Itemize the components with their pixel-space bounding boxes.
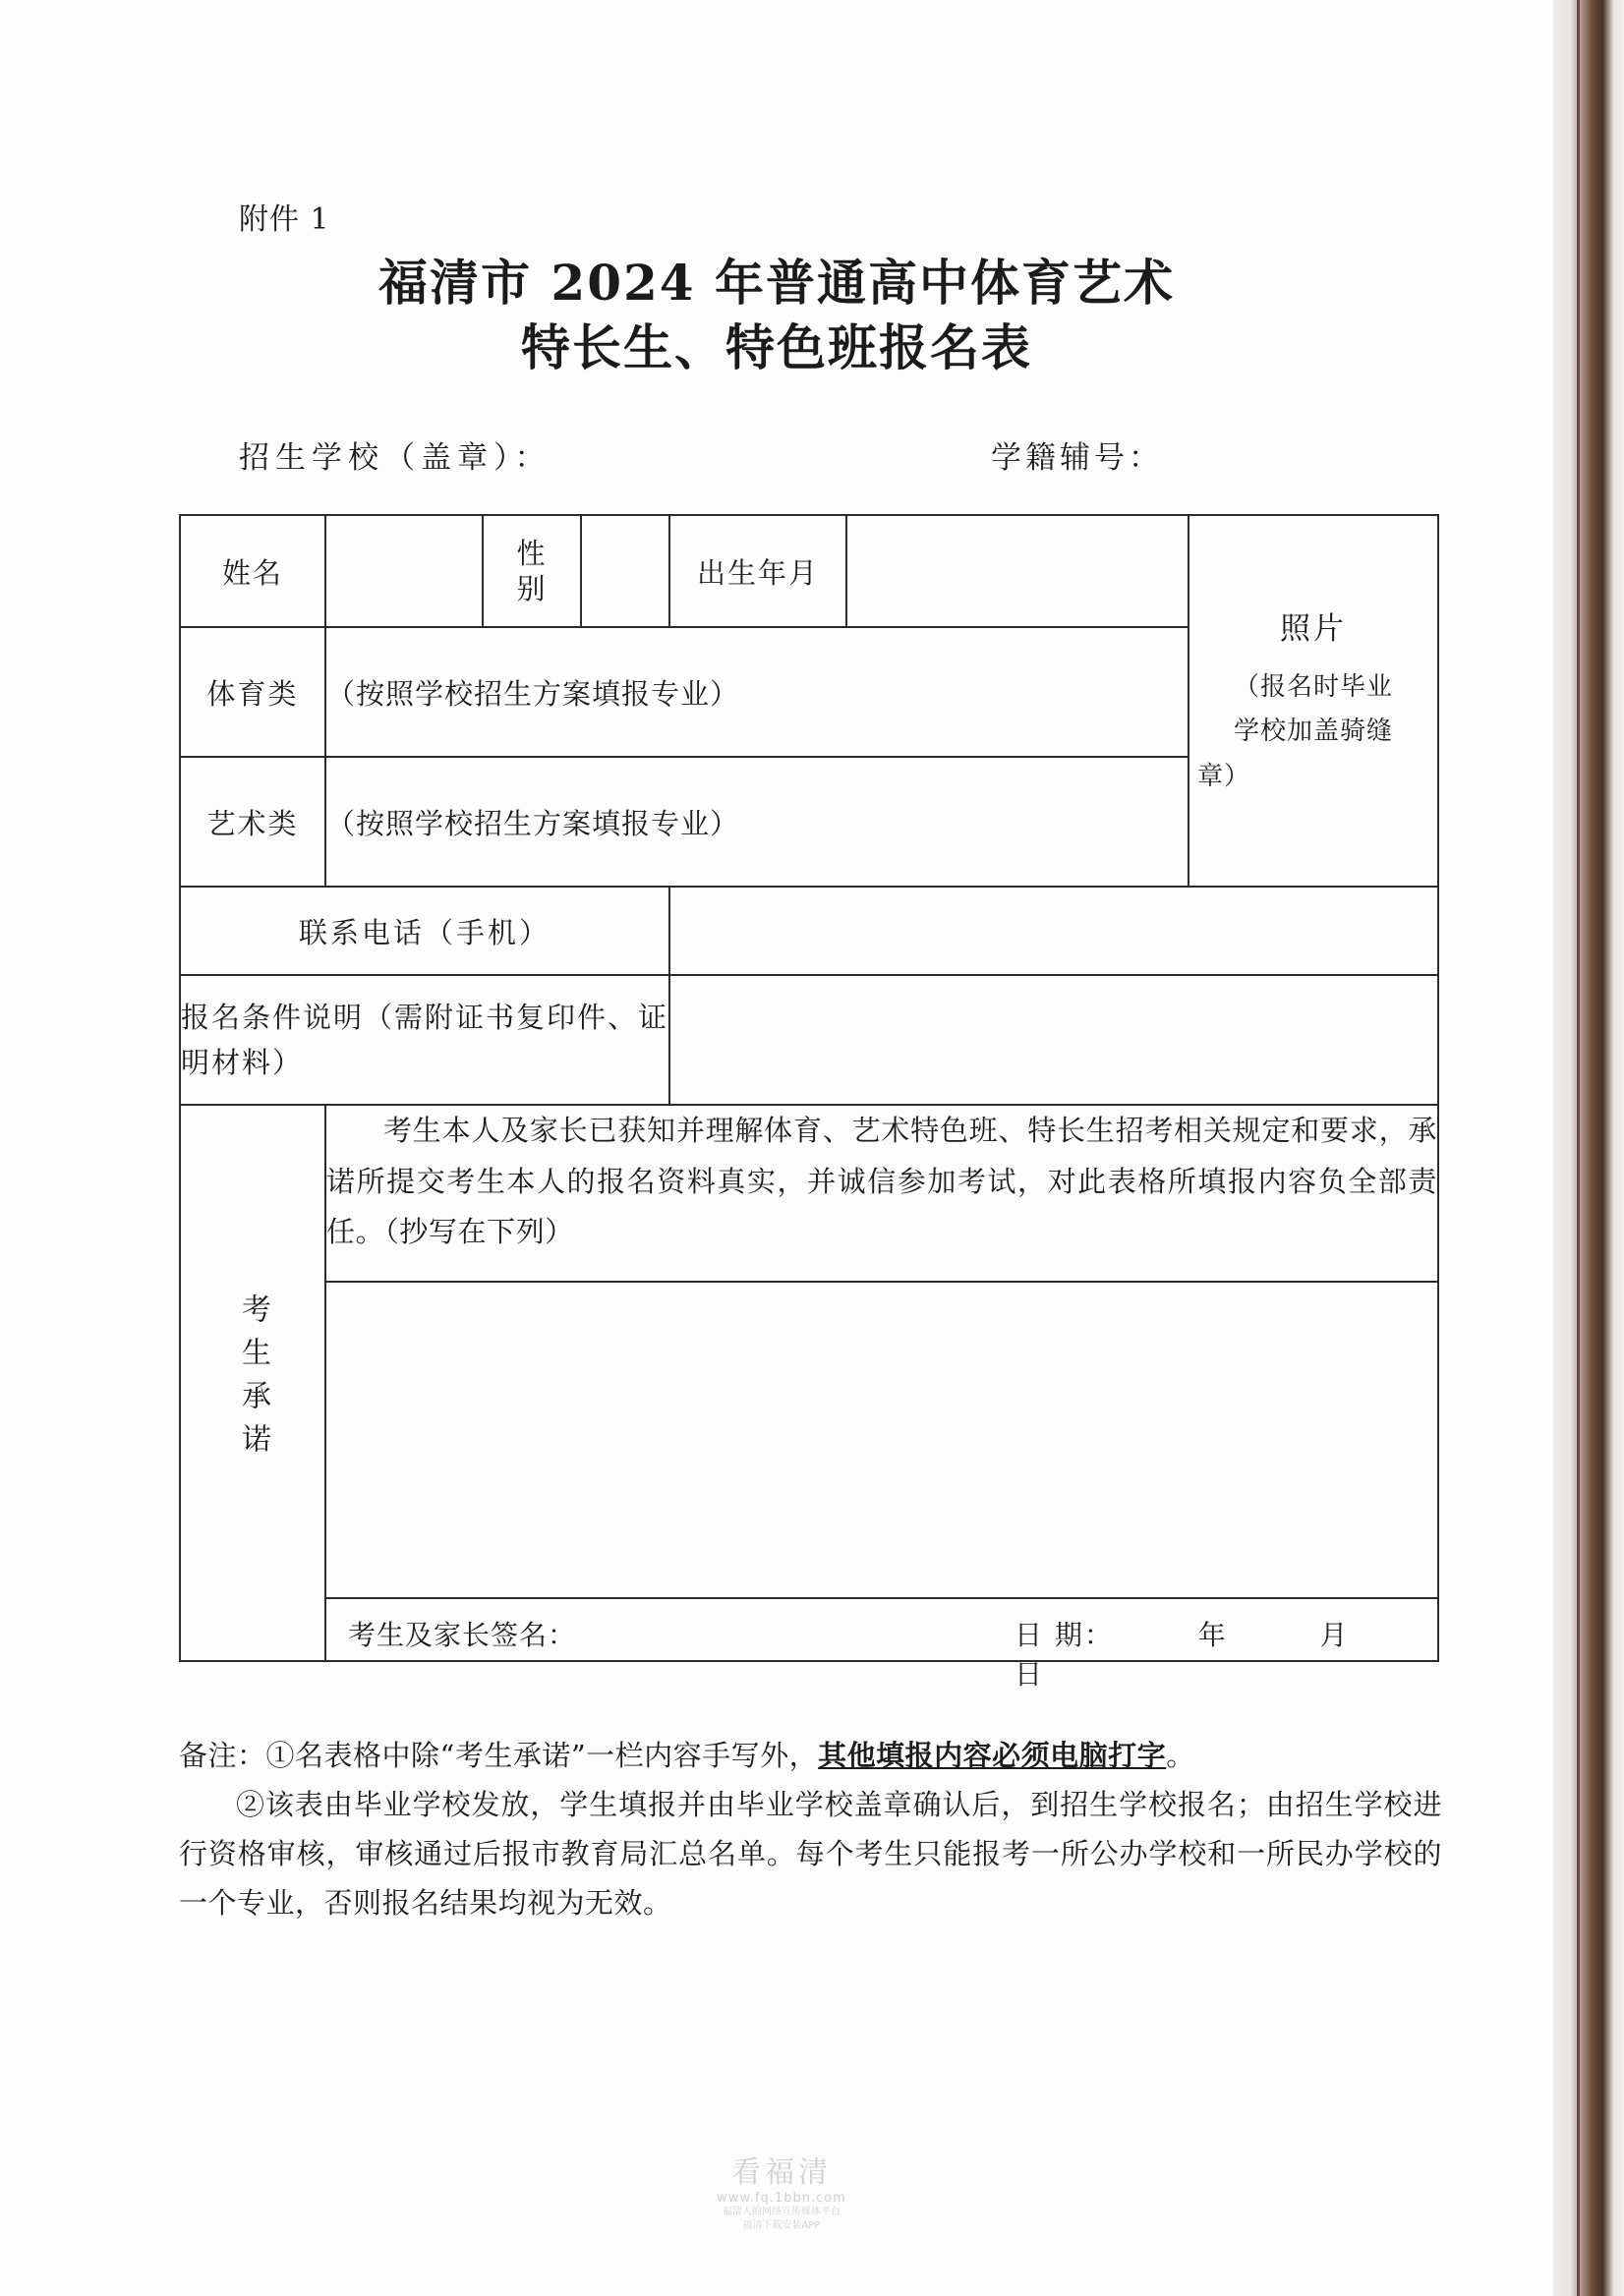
name-label-cell: 姓名 xyxy=(180,515,325,627)
phone-label-cell: 联系电话（手机） xyxy=(180,887,669,975)
notes-section xyxy=(179,1732,1442,1928)
date-year-label: 年 xyxy=(1197,1619,1228,1651)
sports-major-input-cell[interactable]: （按照学校招生方案填报专业） xyxy=(325,627,1189,757)
table-row-promise-handwriting xyxy=(180,1282,1438,1598)
watermark-sub-1: 福清人的网络宣传媒体平台 xyxy=(723,2207,841,2217)
gender-label-top: 性 xyxy=(516,536,548,570)
birth-label-cell: 出生年月 xyxy=(669,515,846,627)
binding-line xyxy=(1577,0,1580,2296)
signature-row xyxy=(326,1602,1437,1691)
promise-statement: 考生本人及家长已获知并理解体育、艺术特色班、特长生招考相关规定和要求，承诺所提交考生本人的报名资料真实，并诚信参加考试，对此表格所填报内容负全部责任。（抄写在下列） xyxy=(325,1105,1438,1282)
photo-note-line-1: （报名时毕业 xyxy=(1233,671,1393,702)
watermark-main: 看福清 xyxy=(731,2155,832,2190)
gender-label-bottom: 别 xyxy=(516,572,548,605)
name-input-cell[interactable] xyxy=(325,515,483,627)
date-fields xyxy=(1015,1614,1437,1693)
registration-form-table xyxy=(179,514,1439,1691)
watermark xyxy=(688,2148,875,2232)
date-day-label: 日 xyxy=(1015,1658,1045,1691)
date-month-label: 月 xyxy=(1319,1619,1350,1651)
date-label: 日 期： xyxy=(1015,1619,1114,1651)
table-row-basic-info xyxy=(180,515,1438,627)
note-1-text-a: ①名表格中除“考生承诺”一栏内容手写外， xyxy=(265,1739,819,1772)
photo-cell[interactable] xyxy=(1189,515,1438,887)
table-row-phone xyxy=(180,887,1438,975)
title-line-2: 特长生、特色班报名表 xyxy=(521,318,1032,376)
promise-side-label-cell xyxy=(180,1105,325,1661)
attachment-label: 附件 1 xyxy=(239,202,330,237)
note-1-underline: 其他填报内容必须电脑打字 xyxy=(818,1739,1167,1772)
condition-label-cell: 报名条件说明（需附证书复印件、证明材料） xyxy=(180,975,669,1105)
watermark-url: www.fq.1bbn.com xyxy=(717,2191,846,2206)
condition-input-cell[interactable] xyxy=(669,975,1438,1105)
promise-side-label: 考生承诺 xyxy=(236,1292,270,1466)
table-row-promise-text xyxy=(180,1105,1438,1282)
page-binding-edge xyxy=(1553,0,1624,2296)
promise-handwriting-area[interactable] xyxy=(325,1282,1438,1598)
arts-major-input-cell[interactable]: （按照学校招生方案填报专业） xyxy=(325,757,1189,887)
gender-label-cell xyxy=(483,515,581,627)
photo-note-line-2: 学校加盖骑缝 xyxy=(1233,717,1393,747)
student-number-label: 学籍辅号： xyxy=(991,440,1163,476)
phone-input-cell[interactable] xyxy=(669,887,1438,975)
photo-note-line-3: 章） xyxy=(1197,761,1251,791)
signature-label: 考生及家长签名： xyxy=(348,1619,577,1651)
birth-input-cell[interactable] xyxy=(846,515,1189,627)
table-row-signature xyxy=(180,1598,1438,1661)
title-line-1: 福清市 2024 年普通高中体育艺术 xyxy=(378,254,1175,312)
school-seal-label: 招生学校（盖章）： xyxy=(239,440,551,476)
note-line-2: ②该表由毕业学校发放，学生填报并由毕业学校盖章确认后，到招生学校报名；由招生学校进行资格审核，审核通过后报市教育局汇总名单。每个考生只能报考一所公办学校和一所民办学校的一个专业，否则报名结果均视为无效。 xyxy=(179,1787,1442,1920)
page-title xyxy=(177,251,1376,380)
notes-prefix: 备注： xyxy=(179,1739,266,1772)
arts-label-cell: 艺术类 xyxy=(180,757,325,887)
note-1-text-b: 。 xyxy=(1166,1739,1195,1772)
sports-label-cell: 体育类 xyxy=(180,627,325,757)
note-line-1 xyxy=(179,1732,1442,1781)
gender-input-cell[interactable] xyxy=(581,515,669,627)
signature-cell[interactable] xyxy=(325,1598,1438,1691)
table-row-condition xyxy=(180,975,1438,1105)
watermark-sub-2: 福清下载安装APP xyxy=(742,2219,821,2231)
photo-title: 照片 xyxy=(1280,610,1347,647)
